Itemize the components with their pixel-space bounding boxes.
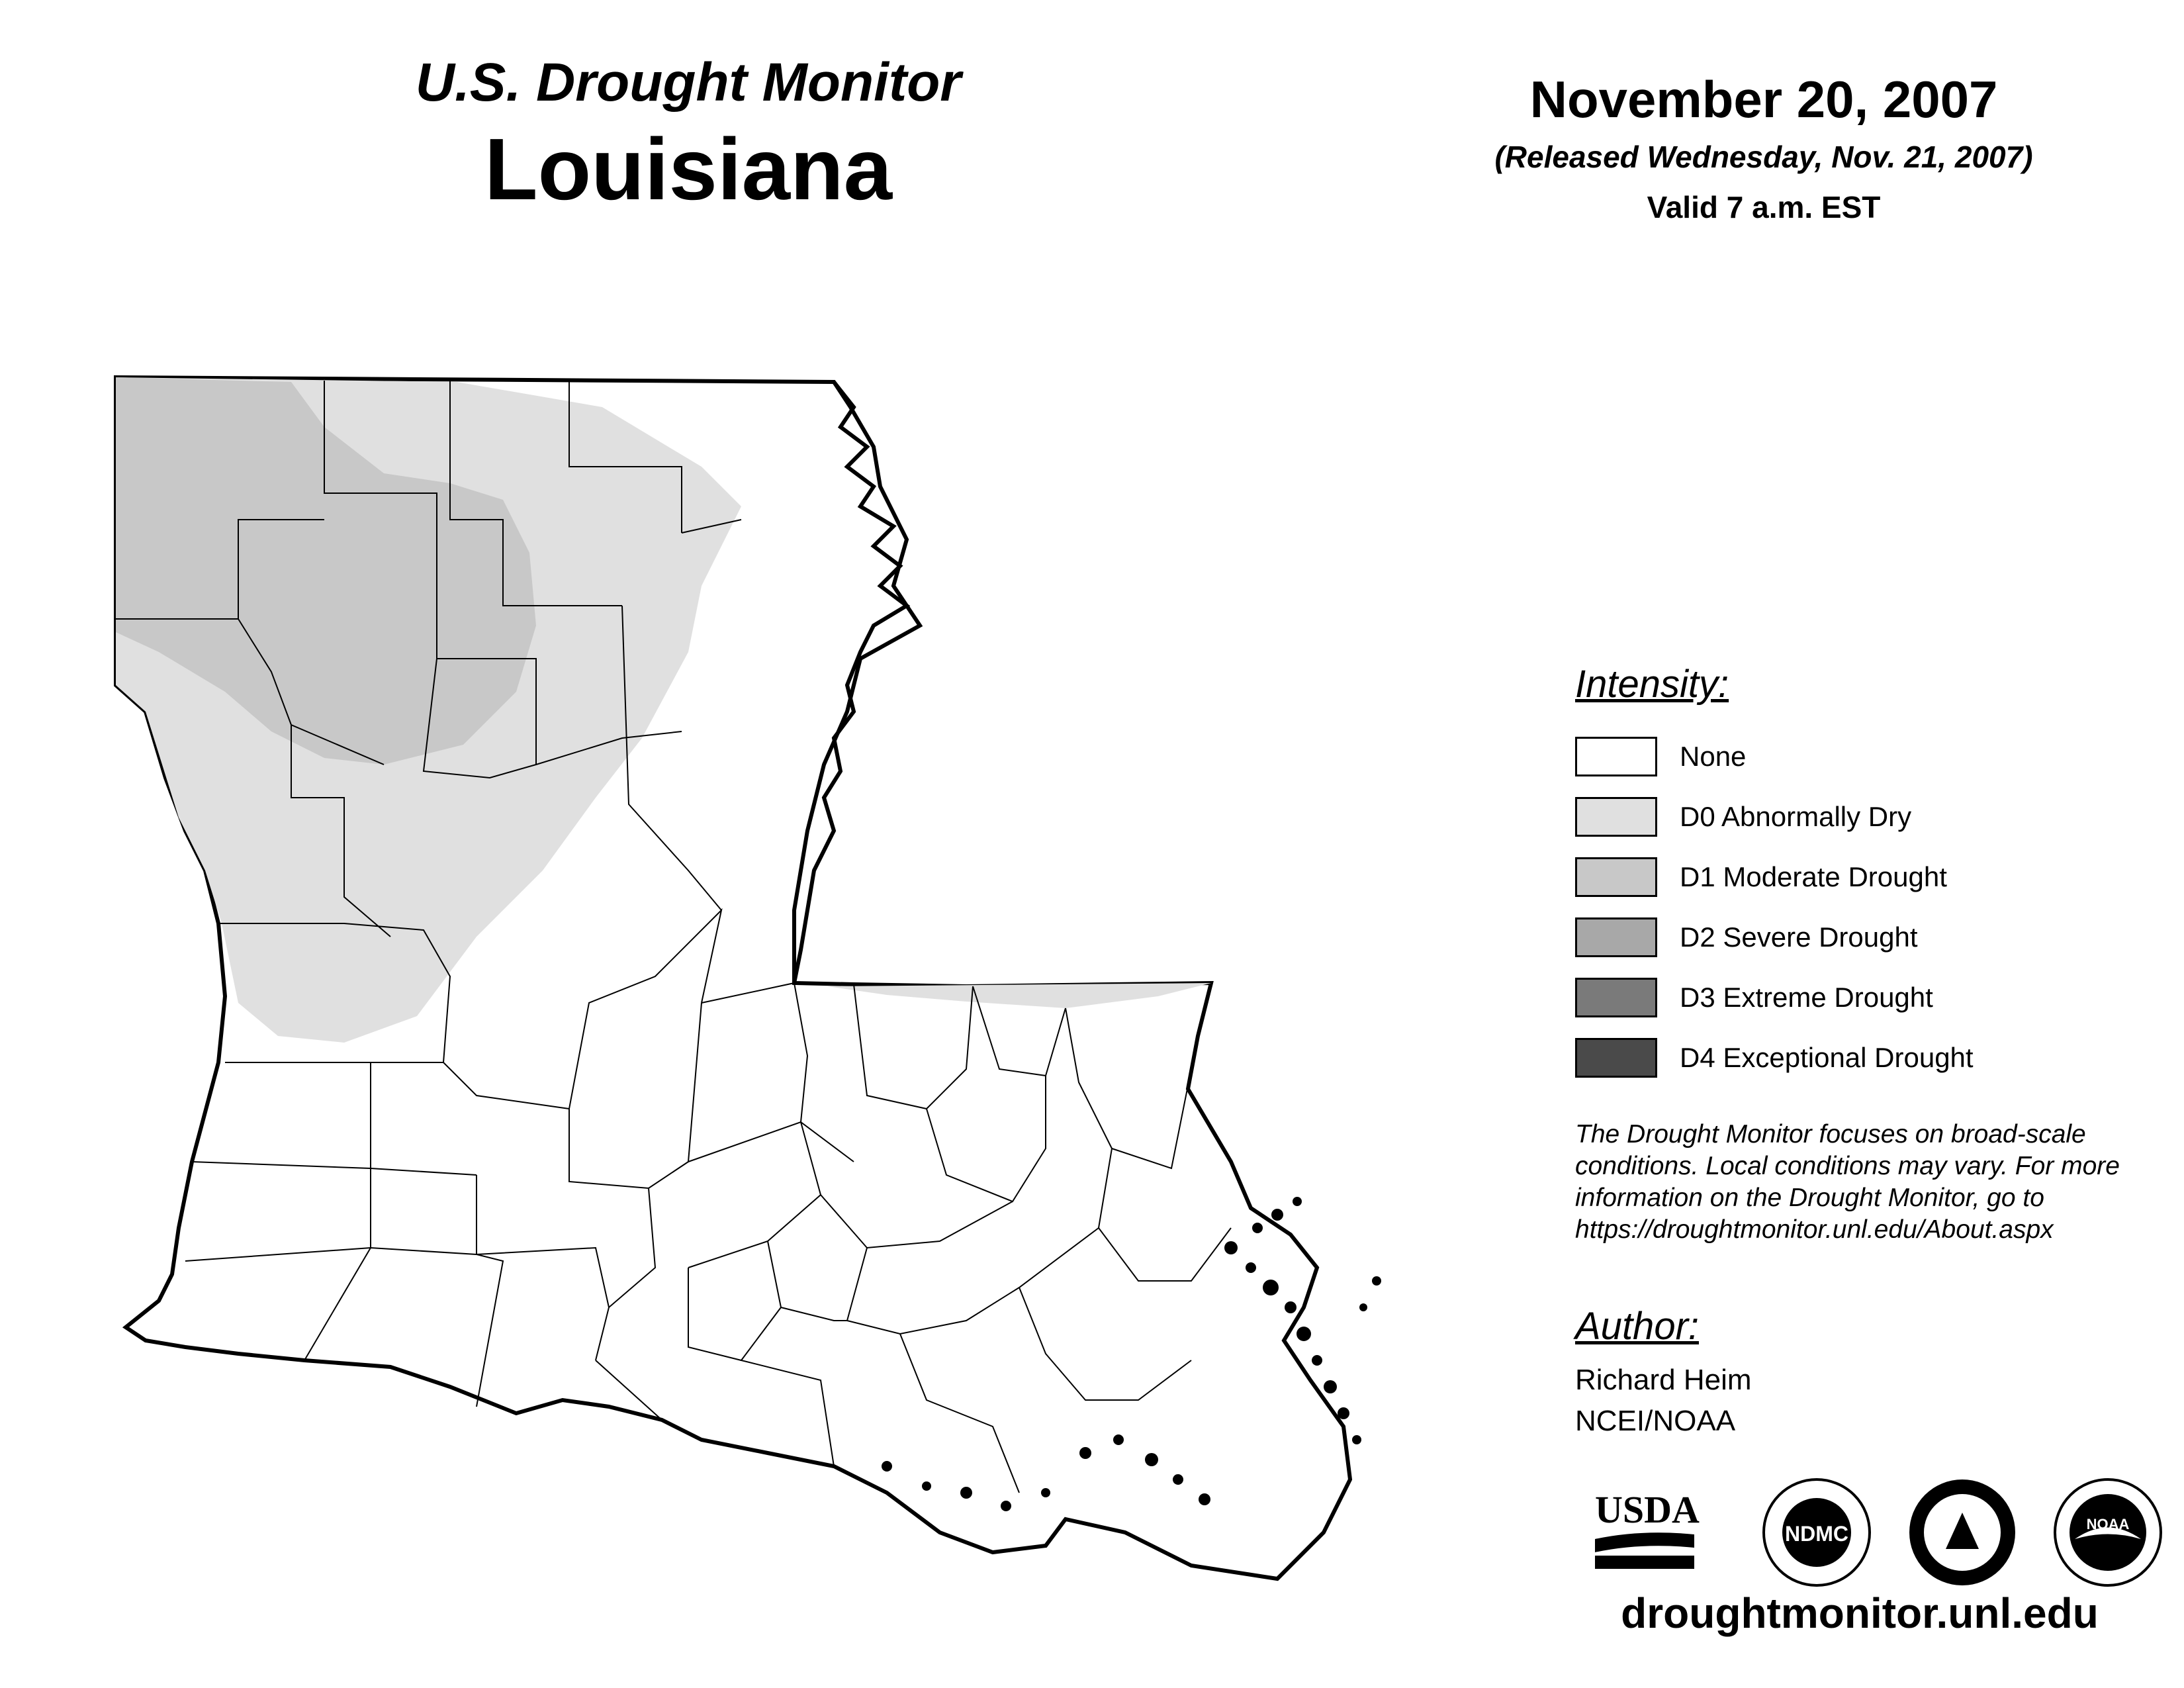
legend-label: D0 Abnormally Dry (1680, 800, 1912, 832)
department-of-commerce-seal-icon (1909, 1479, 2015, 1585)
legend-item (1575, 1027, 2171, 1088)
legend-swatch (1575, 978, 1657, 1017)
legend-rows (1575, 726, 2171, 1088)
legend-swatch (1575, 797, 1657, 837)
noaa-logo (2055, 1479, 2161, 1585)
legend-item (1575, 907, 2171, 967)
disclaimer-note: The Drought Monitor focuses on broad-scale conditions. Local conditions may vary. For more information on the Drought Monitor, go to https://droughtmonitor.unl.edu/About.aspx (1575, 1120, 2120, 1244)
legend (1575, 662, 2171, 1088)
ndmc-logo-text: NDMC (1785, 1522, 1848, 1546)
legend-label: D3 Extreme Drought (1680, 981, 1933, 1013)
ndmc-logo (1764, 1479, 1870, 1585)
footer-url[interactable]: droughtmonitor.unl.edu (1621, 1589, 2099, 1637)
legend-swatch (1575, 857, 1657, 897)
legend-label: D4 Exceptional Drought (1680, 1041, 1974, 1073)
legend-item (1575, 726, 2171, 786)
usda-logo-text: USDA (1595, 1488, 1700, 1531)
author-org: NCEI/NOAA (1575, 1405, 1736, 1437)
map-subtitle: U.S. Drought Monitor (415, 52, 962, 113)
date-block (1423, 71, 2105, 225)
title-block (371, 53, 1006, 220)
valid-time: Valid 7 a.m. EST (1647, 189, 1881, 224)
legend-label: D1 Moderate Drought (1680, 861, 1947, 892)
legend-label: None (1680, 740, 1747, 772)
legend-swatch (1575, 1038, 1657, 1078)
legend-item (1575, 847, 2171, 907)
noaa-logo-text: NOAA (2086, 1516, 2130, 1532)
map-date: November 20, 2007 (1529, 70, 1998, 128)
author-title: Author: (1575, 1305, 1699, 1348)
legend-label: D2 Severe Drought (1680, 921, 1918, 953)
legend-item (1575, 786, 2171, 847)
legend-swatch (1575, 917, 1657, 957)
partner-logos (1588, 1476, 2171, 1595)
usda-logo (1595, 1488, 1700, 1569)
legend-title: Intensity: (1575, 663, 1729, 706)
author-name: Richard Heim (1575, 1364, 1752, 1396)
state-title: Louisiana (484, 120, 893, 218)
legend-swatch (1575, 737, 1657, 776)
louisiana-drought-map (106, 367, 1456, 1628)
legend-item (1575, 967, 2171, 1027)
release-date: (Released Wednesday, Nov. 21, 2007) (1494, 139, 2033, 174)
